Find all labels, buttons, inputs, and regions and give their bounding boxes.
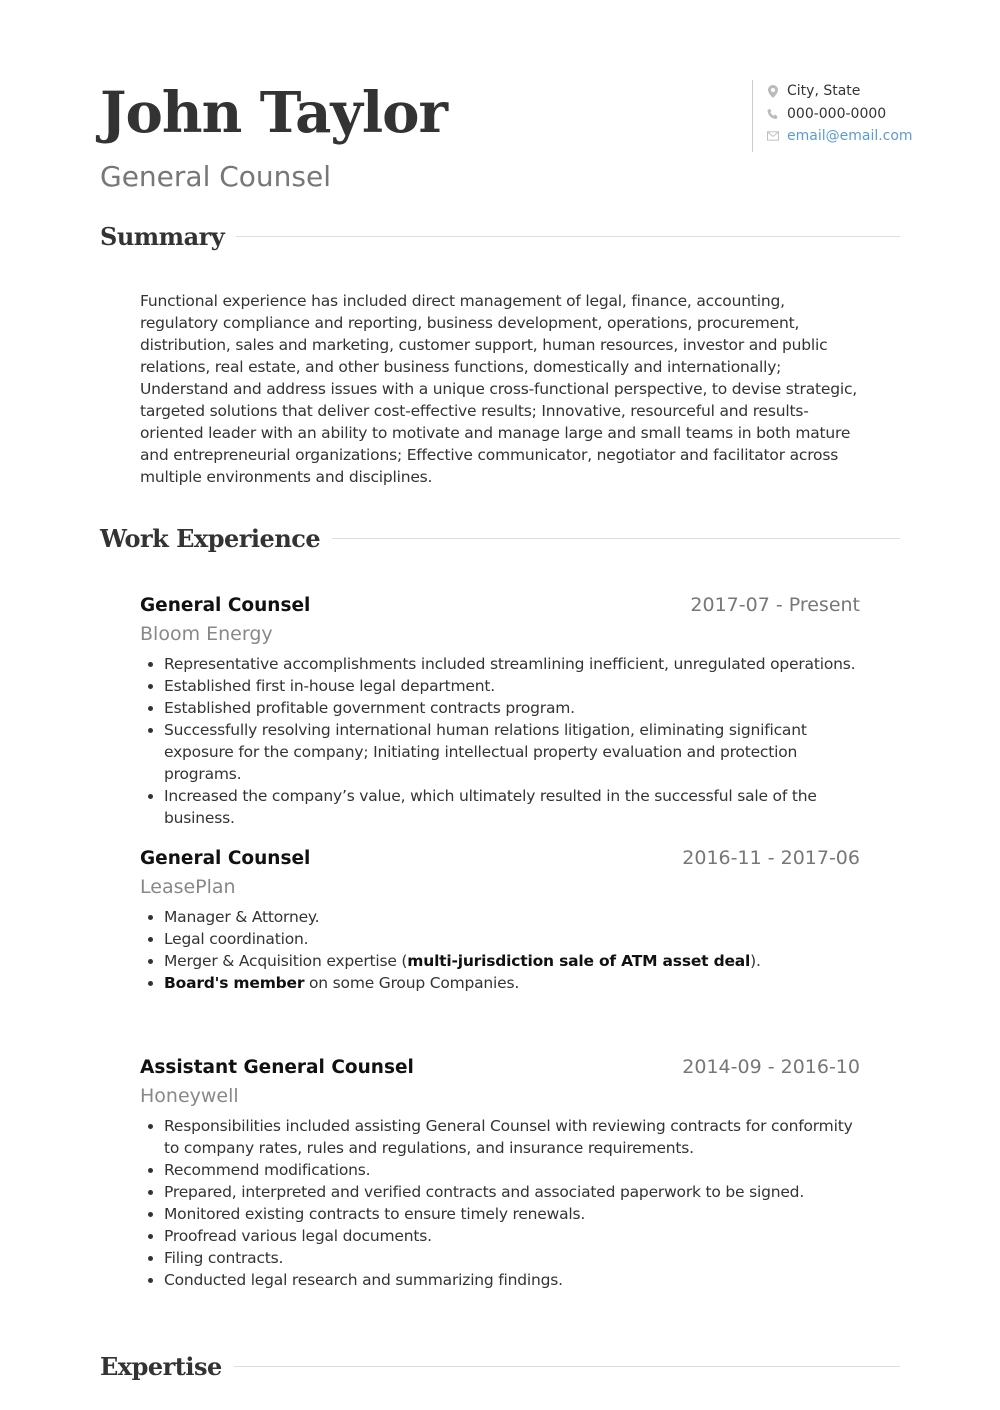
contact-email[interactable] bbox=[767, 125, 913, 148]
job-bullet: • Successfully resolving international human relations litigation, eliminating significant exposure for the company; Initiating intellectual property evaluation and protection programs. bbox=[164, 719, 860, 785]
bullet-text: Merger & Acquisition expertise ( bbox=[164, 952, 408, 970]
job-bullet: • Increased the company’s value, which ultimately resulted in the successful sale of the business. bbox=[164, 785, 860, 829]
job-bullet: • Legal coordination. bbox=[164, 928, 860, 950]
section-divider bbox=[236, 236, 900, 237]
bullet-text: on some Group Companies. bbox=[304, 974, 520, 992]
envelope-icon bbox=[767, 131, 779, 141]
bullet-bold-text: Board's member bbox=[164, 974, 305, 992]
summary-text: Functional experience has included direct management of legal, finance, accounting, regulatory compliance and reporting, business development, operations, procurement, distribution, sales and marketing, customer support, human resources, investor and public relations, real estate, and other business functions, domestically and internationally; Understand and address issues with a unique cross-functional perspective, to devise strategic, targeted solutions that deliver cost-effective results; Innovative, resourceful and results-oriented leader with an ability to motivate and manage large and small teams in both mature and entrepreneurial organizations; Effective communicator, negotiator and facilitator across multiple environments and disciplines. bbox=[140, 292, 858, 486]
job-title: Assistant General Counsel bbox=[140, 1057, 414, 1078]
job-bullet: • Monitored existing contracts to ensure timely renewals. bbox=[164, 1203, 860, 1225]
job-bullets bbox=[140, 653, 860, 829]
email-link[interactable]: email@email.com bbox=[787, 128, 913, 145]
job-date: 2017-07 - Present bbox=[690, 594, 860, 616]
summary-heading: Summary bbox=[100, 222, 225, 251]
job-bullet: • Responsibilities included assisting General Counsel with reviewing contracts for conformity to company rates, rules and regulations, and insurance requirements. bbox=[164, 1115, 860, 1159]
job-bullet: • Filing contracts. bbox=[164, 1247, 860, 1269]
map-pin-icon bbox=[767, 85, 779, 98]
job-bullet: • Representative accomplishments included streamlining inefficient, unregulated operations. bbox=[164, 653, 860, 675]
contact-location bbox=[767, 80, 913, 103]
job-bullet bbox=[164, 950, 860, 972]
bullet-text: ). bbox=[750, 952, 761, 970]
bullet-bold-text: multi-jurisdiction sale of ATM asset deal bbox=[407, 952, 751, 970]
job-bullets bbox=[140, 1115, 860, 1291]
contact-phone bbox=[767, 103, 913, 126]
expertise-heading: Expertise bbox=[100, 1352, 222, 1381]
job-entry bbox=[140, 594, 860, 829]
expertise-section-header bbox=[100, 1352, 900, 1381]
job-company: Bloom Energy bbox=[140, 623, 273, 645]
job-company: LeasePlan bbox=[140, 876, 236, 898]
job-bullets bbox=[140, 906, 860, 994]
job-bullet: • Established profitable government contracts program. bbox=[164, 697, 860, 719]
phone-text: 000-000-0000 bbox=[787, 105, 887, 122]
candidate-title: General Counsel bbox=[100, 160, 332, 193]
job-entry bbox=[140, 847, 860, 994]
job-date: 2014-09 - 2016-10 bbox=[682, 1056, 860, 1078]
candidate-name: John Taylor bbox=[100, 80, 448, 146]
work-section-header bbox=[100, 524, 900, 553]
summary-section-header bbox=[100, 222, 900, 251]
contact-block bbox=[752, 80, 913, 152]
work-experience-heading: Work Experience bbox=[100, 524, 321, 553]
job-entry bbox=[140, 1056, 860, 1291]
job-title: General Counsel bbox=[140, 848, 311, 869]
section-divider bbox=[234, 1366, 900, 1367]
job-bullet: • Proofread various legal documents. bbox=[164, 1225, 860, 1247]
job-bullet: • Conducted legal research and summarizing findings. bbox=[164, 1269, 860, 1291]
job-bullet: • Recommend modifications. bbox=[164, 1159, 860, 1181]
job-bullet: • Manager & Attorney. bbox=[164, 906, 860, 928]
job-bullet: • Established first in-house legal department. bbox=[164, 675, 860, 697]
job-date: 2016-11 - 2017-06 bbox=[682, 847, 860, 869]
job-title: General Counsel bbox=[140, 595, 311, 616]
job-bullet: • Prepared, interpreted and verified contracts and associated paperwork to be signed. bbox=[164, 1181, 860, 1203]
section-divider bbox=[332, 538, 900, 539]
job-company: Honeywell bbox=[140, 1085, 239, 1107]
job-bullet bbox=[164, 972, 860, 994]
location-text: City, State bbox=[787, 83, 861, 100]
phone-icon bbox=[767, 108, 779, 120]
